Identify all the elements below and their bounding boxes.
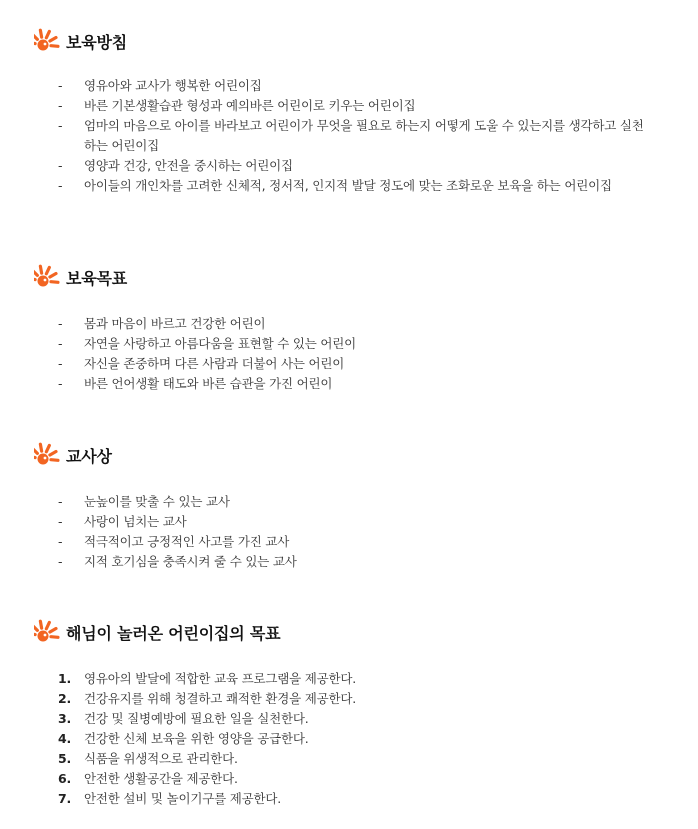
list-bullet: - xyxy=(58,118,63,133)
list-item xyxy=(58,552,648,572)
list-item-text: 엄마의 마음으로 아이를 바라보고 어린이가 무엇을 필요로 하는지 어떻게 도울 수 있는지를 생각하고 실천하는 어린이집 xyxy=(84,118,644,153)
list-item xyxy=(58,512,648,532)
list-item xyxy=(58,116,648,156)
list-bullet: - xyxy=(58,316,63,331)
list-item xyxy=(58,532,648,552)
list-number: 7. xyxy=(58,791,72,806)
list-item xyxy=(58,374,648,394)
list-item-text: 눈높이를 맞출 수 있는 교사 xyxy=(84,494,230,509)
list-item xyxy=(58,176,648,196)
list-item-text: 영양과 건강, 안전을 중시하는 어린이집 xyxy=(84,158,293,173)
list-item-text: 사랑이 넘치는 교사 xyxy=(84,514,187,529)
list-item-text: 적극적이고 긍정적인 사고를 가진 교사 xyxy=(84,534,290,549)
section-title: 보육목표 xyxy=(66,268,128,288)
list-item-text: 바른 기본생활습관 형성과 예의바른 어린이로 키우는 어린이집 xyxy=(84,98,416,113)
sun-icon xyxy=(34,264,60,290)
list-item xyxy=(58,96,648,116)
list-item xyxy=(58,769,648,789)
section-list xyxy=(58,492,648,572)
section-title: 보육방침 xyxy=(66,32,128,52)
list-item xyxy=(58,789,648,809)
list-item xyxy=(58,354,648,374)
list-item-text: 자연을 사랑하고 아름다움을 표현할 수 있는 어린이 xyxy=(84,336,357,351)
list-bullet: - xyxy=(58,534,63,549)
list-item-text: 건강 및 질병예방에 필요한 일을 실천한다. xyxy=(84,711,309,726)
list-item-text: 영유아와 교사가 행복한 어린이집 xyxy=(84,78,262,93)
list-bullet: - xyxy=(58,178,63,193)
list-item xyxy=(58,156,648,176)
list-number: 3. xyxy=(58,711,72,726)
list-item xyxy=(58,334,648,354)
list-number: 5. xyxy=(58,751,72,766)
section-header xyxy=(34,440,674,470)
list-item-text: 영유아의 발달에 적합한 교육 프로그램을 제공한다. xyxy=(84,671,357,686)
list-item-text: 아이들의 개인차를 고려한 신체적, 정서적, 인지적 발달 정도에 맞는 조화로운 보육을 하는 어린이집 xyxy=(84,178,612,193)
list-item-text: 바른 언어생활 태도와 바른 습관을 가진 어린이 xyxy=(84,376,333,391)
section-teacher-image xyxy=(34,440,674,569)
section-list xyxy=(58,669,648,809)
list-item-text: 건강유지를 위해 청결하고 쾌적한 환경을 제공한다. xyxy=(84,691,357,706)
section-daycare-goals xyxy=(34,617,674,806)
list-item-text: 자신을 존중하며 다른 사람과 더불어 사는 어린이 xyxy=(84,356,345,371)
list-item xyxy=(58,709,648,729)
list-item xyxy=(58,314,648,334)
list-item xyxy=(58,749,648,769)
section-header xyxy=(34,617,674,647)
list-item-text: 식품을 위생적으로 관리한다. xyxy=(84,751,238,766)
list-bullet: - xyxy=(58,356,63,371)
list-item-text: 몸과 마음이 바르고 건강한 어린이 xyxy=(84,316,266,331)
list-item xyxy=(58,76,648,96)
list-item xyxy=(58,729,648,749)
sun-icon xyxy=(34,28,60,54)
list-bullet: - xyxy=(58,336,63,351)
list-bullet: - xyxy=(58,98,63,113)
list-bullet: - xyxy=(58,494,63,509)
list-item xyxy=(58,689,648,709)
section-list xyxy=(58,314,648,394)
list-item-text: 안전한 설비 및 놀이기구를 제공한다. xyxy=(84,791,281,806)
list-number: 1. xyxy=(58,671,72,686)
list-bullet: - xyxy=(58,554,63,569)
list-bullet: - xyxy=(58,376,63,391)
section-title: 교사상 xyxy=(66,446,112,466)
list-number: 6. xyxy=(58,771,72,786)
list-item-text: 안전한 생활공간을 제공한다. xyxy=(84,771,238,786)
section-header xyxy=(34,26,674,56)
section-care-policy xyxy=(34,26,674,193)
sun-icon xyxy=(34,442,60,468)
section-header xyxy=(34,262,674,292)
list-bullet: - xyxy=(58,158,63,173)
list-item xyxy=(58,669,648,689)
list-number: 4. xyxy=(58,731,72,746)
sun-icon xyxy=(34,619,60,645)
list-bullet: - xyxy=(58,78,63,93)
section-care-goals xyxy=(34,262,674,391)
list-item-text: 지적 호기심을 충족시켜 줄 수 있는 교사 xyxy=(84,554,297,569)
section-title: 해님이 놀러온 어린이집의 목표 xyxy=(66,623,281,643)
section-list xyxy=(58,76,648,196)
list-number: 2. xyxy=(58,691,72,706)
list-item-text: 건강한 신체 보육을 위한 영양을 공급한다. xyxy=(84,731,309,746)
list-item xyxy=(58,492,648,512)
list-bullet: - xyxy=(58,514,63,529)
